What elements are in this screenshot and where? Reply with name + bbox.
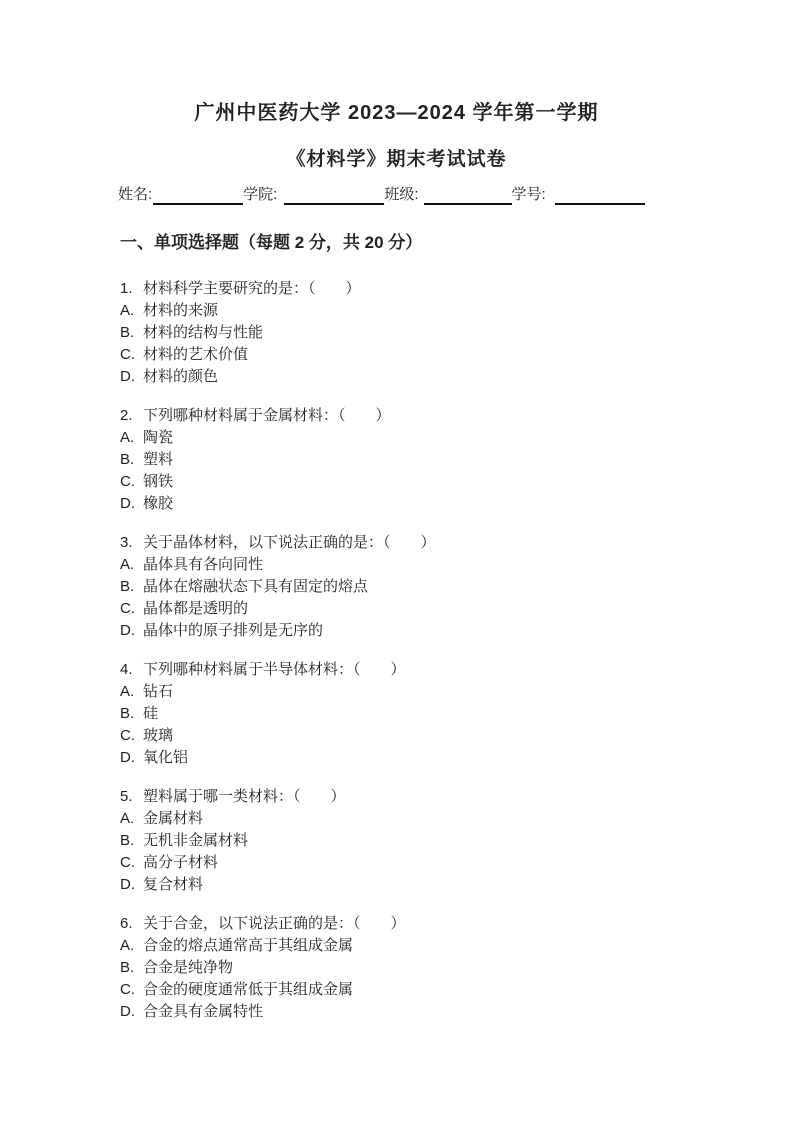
option-row [120, 598, 793, 620]
question-stem: 塑料属于哪一类材料：（ ） [143, 788, 346, 805]
option-key: A. [120, 302, 135, 319]
option-key: B. [120, 324, 135, 341]
option-row [120, 1001, 793, 1023]
option-row [120, 703, 793, 725]
option-text: 合金是纯净物 [143, 959, 234, 976]
info-label-student-id: 学号: [511, 186, 546, 203]
option-text: 晶体具有各向同性 [143, 556, 264, 573]
question-list [120, 278, 793, 1023]
option-key: A. [120, 556, 135, 573]
option-row [120, 979, 793, 1001]
question-6 [120, 913, 793, 1023]
question-stem: 关于合金，以下说法正确的是：（ ） [143, 915, 406, 932]
option-key: C. [120, 600, 135, 617]
option-text: 材料的颜色 [143, 368, 219, 385]
option-key: D. [120, 368, 135, 385]
option-key: D. [120, 749, 135, 766]
question-number: 4. [120, 661, 133, 678]
question-5 [120, 786, 793, 896]
info-label-class: 班级: [384, 186, 419, 203]
option-text: 材料的来源 [143, 302, 219, 319]
question-stem: 下列哪种材料属于金属材料：（ ） [143, 407, 391, 424]
question-stem-row [120, 532, 793, 554]
option-key: A. [120, 937, 135, 954]
option-key: D. [120, 495, 135, 512]
fill-in-blank-student-id [555, 187, 645, 205]
option-row [120, 935, 793, 957]
question-stem: 下列哪种材料属于半导体材料：（ ） [143, 661, 406, 678]
question-number: 3. [120, 534, 133, 551]
option-text: 氧化铝 [143, 749, 189, 766]
question-number: 2. [120, 407, 133, 424]
section-heading: 一、单项选择题（每题 2 分，共 20 分） [120, 233, 423, 252]
option-text: 橡胶 [143, 495, 174, 512]
question-number: 1. [120, 280, 133, 297]
question-number: 5. [120, 788, 133, 805]
option-text: 硅 [143, 705, 159, 722]
option-key: D. [120, 622, 135, 639]
fill-in-blank-college [284, 187, 384, 205]
option-text: 晶体都是透明的 [143, 600, 249, 617]
option-text: 晶体中的原子排列是无序的 [143, 622, 324, 639]
option-row [120, 300, 793, 322]
question-number: 6. [120, 915, 133, 932]
question-4 [120, 659, 793, 769]
option-text: 材料的艺术价值 [143, 346, 249, 363]
student-info-row [118, 184, 675, 205]
option-text: 玻璃 [143, 727, 174, 744]
option-text: 复合材料 [143, 876, 204, 893]
option-text: 高分子材料 [143, 854, 219, 871]
option-key: C. [120, 981, 135, 998]
option-row [120, 344, 793, 366]
option-row [120, 493, 793, 515]
option-key: B. [120, 451, 135, 468]
question-stem-row [120, 786, 793, 808]
option-row [120, 808, 793, 830]
question-stem-row [120, 405, 793, 427]
fill-in-blank-class [424, 187, 512, 205]
option-row [120, 681, 793, 703]
question-stem: 关于晶体材料，以下说法正确的是：（ ） [143, 534, 436, 551]
option-row [120, 830, 793, 852]
option-row [120, 725, 793, 747]
question-stem: 材料科学主要研究的是：（ ） [143, 280, 361, 297]
info-label-college: 学院: [243, 186, 278, 203]
option-row [120, 471, 793, 493]
option-text: 塑料 [143, 451, 174, 468]
option-text: 无机非金属材料 [143, 832, 249, 849]
info-label-name: 姓名: [118, 186, 153, 203]
option-text: 钢铁 [143, 473, 174, 490]
option-key: D. [120, 1003, 135, 1020]
option-text: 合金的熔点通常高于其组成金属 [143, 937, 354, 954]
option-key: B. [120, 959, 135, 976]
option-key: A. [120, 429, 135, 446]
option-text: 陶瓷 [143, 429, 174, 446]
exam-title-line1: 广州中医药大学 2023—2024 学年第一学期 [194, 102, 599, 124]
question-3 [120, 532, 793, 642]
option-text: 合金具有金属特性 [143, 1003, 264, 1020]
option-row [120, 874, 793, 896]
option-row [120, 554, 793, 576]
fill-in-blank-name [153, 187, 243, 205]
option-text: 晶体在熔融状态下具有固定的熔点 [143, 578, 369, 595]
option-key: B. [120, 832, 135, 849]
option-key: A. [120, 810, 135, 827]
option-row [120, 427, 793, 449]
option-row [120, 366, 793, 388]
option-row [120, 957, 793, 979]
option-key: C. [120, 346, 135, 363]
option-row [120, 620, 793, 642]
question-2 [120, 405, 793, 515]
option-row [120, 852, 793, 874]
question-stem-row [120, 659, 793, 681]
question-stem-row [120, 913, 793, 935]
exam-title-line2: 《材料学》期末考试试卷 [286, 149, 507, 170]
option-row [120, 576, 793, 598]
option-key: D. [120, 876, 135, 893]
option-text: 合金的硬度通常低于其组成金属 [143, 981, 354, 998]
option-text: 金属材料 [143, 810, 204, 827]
option-key: B. [120, 705, 135, 722]
option-row [120, 449, 793, 471]
option-row [120, 747, 793, 769]
option-key: C. [120, 473, 135, 490]
question-stem-row [120, 278, 793, 300]
option-key: A. [120, 683, 135, 700]
option-row [120, 322, 793, 344]
option-text: 材料的结构与性能 [143, 324, 264, 341]
option-text: 钻石 [143, 683, 174, 700]
option-key: C. [120, 854, 135, 871]
option-key: B. [120, 578, 135, 595]
option-key: C. [120, 727, 135, 744]
question-1 [120, 278, 793, 388]
